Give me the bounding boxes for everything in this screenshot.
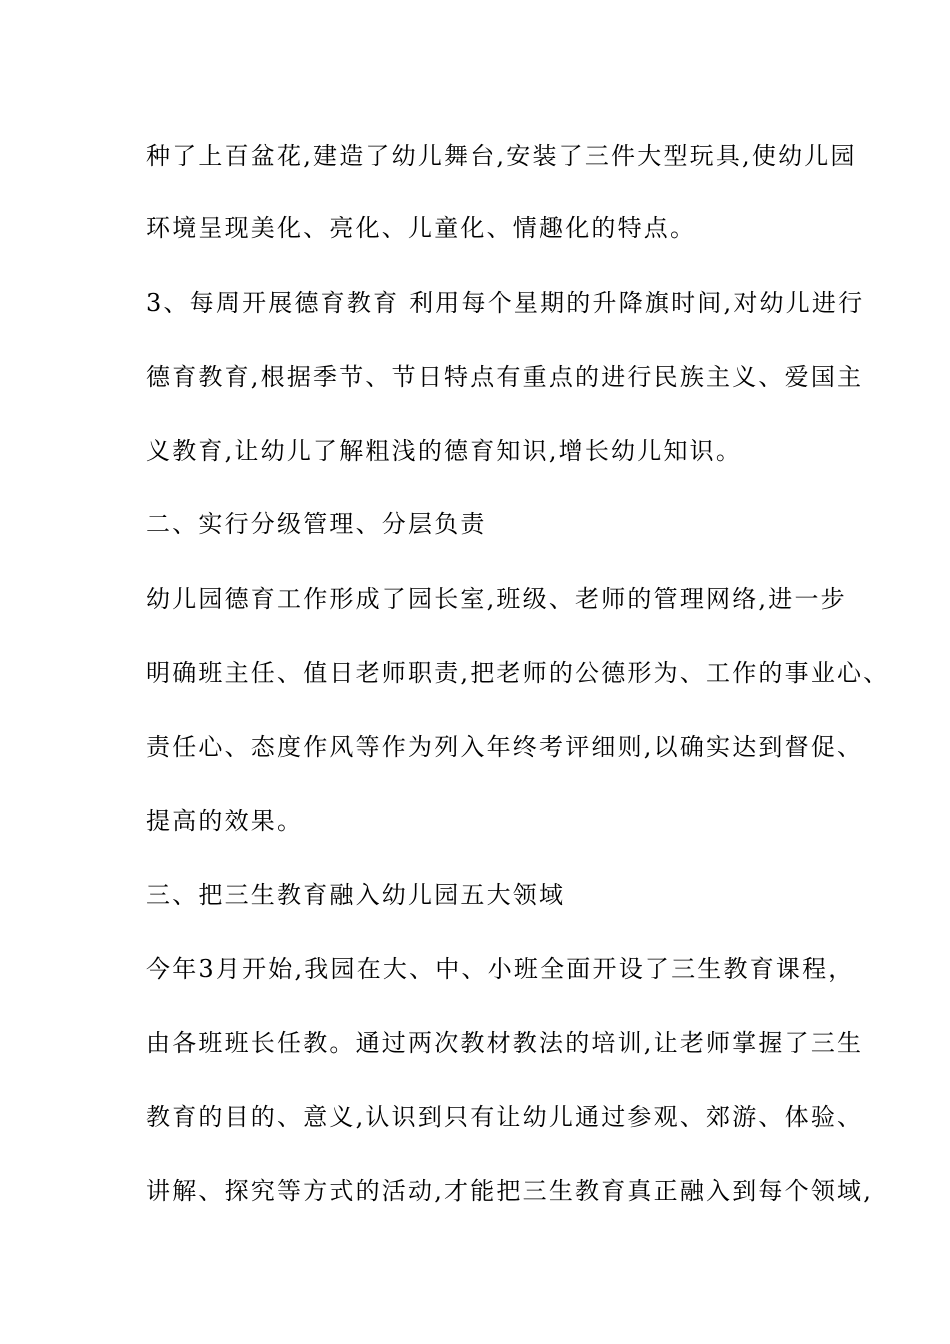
text-line: 义教育,让幼儿了解粗浅的德育知识,增长幼儿知识。 (146, 437, 743, 465)
section-heading: 二、实行分级管理、分层负责 (146, 510, 487, 538)
text-line: 责任心、态度作风等作为列入年终考评细则,以确实达到督促、 (146, 733, 864, 761)
text-line: 明确班主任、值日老师职责,把老师的公德形为、工作的事业心、 (146, 659, 890, 687)
text-line: 教育的目的、意义,认识到只有让幼儿通过参观、郊游、体验、 (146, 1103, 864, 1131)
text-line: 幼儿园德育工作形成了园长室,班级、老师的管理网络,进一步 (146, 585, 847, 613)
text-line: 讲解、探究等方式的活动,才能把三生教育真正融入到每个领域, (146, 1177, 874, 1205)
text-line: 3、每周开展德育教育 利用每个星期的升降旗时间,对幼儿进行 (146, 289, 865, 317)
text-line: 由各班班长任教。通过两次教材教法的培训,让老师掌握了三生 (146, 1029, 864, 1057)
text-line: 德育教育,根据季节、节日特点有重点的进行民族主义、爱国主 (146, 363, 864, 391)
text-line: 种了上百盆花,建造了幼儿舞台,安装了三件大型玩具,使幼儿园 (146, 142, 857, 170)
text-line: 提高的效果。 (146, 807, 304, 835)
text-line: 今年3月开始,我园在大、中、小班全面开设了三生教育课程， (146, 955, 855, 983)
text-line: 环境呈现美化、亮化、儿童化、情趣化的特点。 (146, 214, 697, 242)
section-heading: 三、把三生教育融入幼儿园五大领域 (146, 881, 566, 909)
